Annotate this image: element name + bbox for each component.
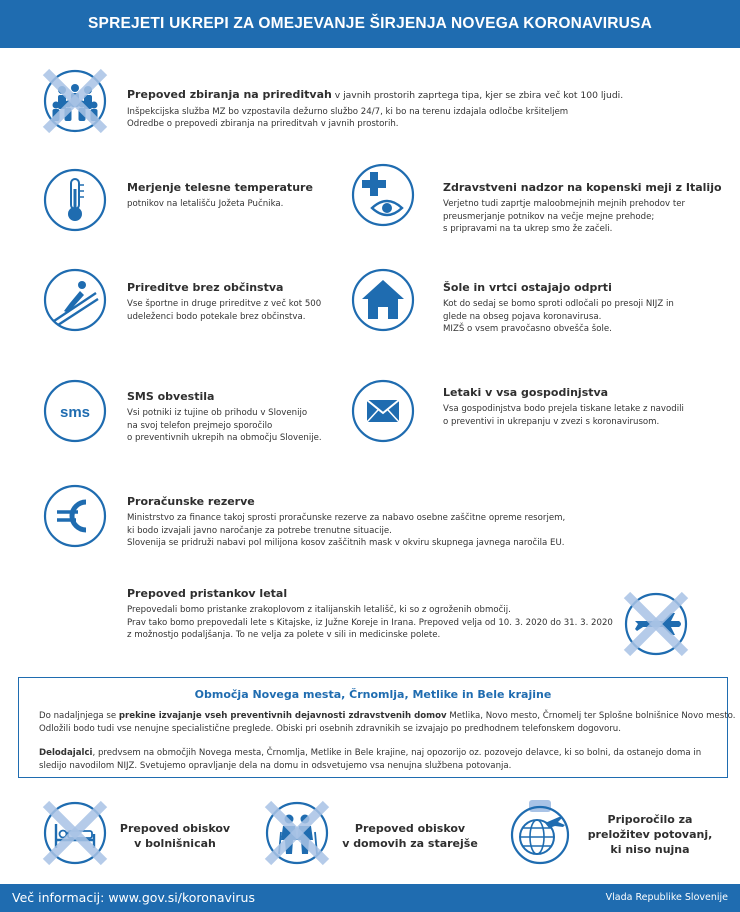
travel-advice-label-line: Priporočilo za <box>607 813 693 826</box>
globe-airplane-icon <box>505 797 575 867</box>
budget-title: Proračunske rezerve <box>127 495 255 508</box>
elderly-homes-label-line: Prepoved obiskov <box>354 822 466 835</box>
no-audience-title: Prireditve brez občinstva <box>127 281 284 294</box>
border-control-line: preusmerjanje potnikov na večje mejne prehode; <box>443 211 655 222</box>
flights-line: Prav tako bomo prepovedali lete s Kitajske, iz Južne Koreje in Irana. Prepoved velja od 10. 3. 2020 do 31. 3. 2020 <box>127 617 613 628</box>
sms-line: o preventivnih ukrepih na območju Slovenije. <box>127 433 322 444</box>
medical-eye-icon <box>350 162 416 228</box>
envelope-icon <box>350 378 416 444</box>
travel-advice-label <box>585 812 715 857</box>
regions-paragraph-1 <box>39 710 735 735</box>
regions-paragraph-2 <box>39 747 701 772</box>
sms-icon <box>42 378 108 444</box>
schools-line: glede na obseg pojava koronavirusa. <box>443 311 602 322</box>
elderly-couple-icon <box>264 800 330 866</box>
no-audience-line: udeleženci bodo potekale brez občinstva. <box>127 311 306 322</box>
budget-block <box>127 495 565 550</box>
temperature-title: Merjenje telesne temperature <box>127 181 313 194</box>
regions-title: Območja Novega mesta, Črnomlja, Metlike in Bele krajine <box>194 688 552 701</box>
hospital-bed-icon <box>42 800 108 866</box>
crowd-icon <box>42 68 108 134</box>
leaflets-line: Vsa gospodinjstva bodo prejela tiskane letake z navodili <box>443 404 684 414</box>
flights-line: Prepovedali bomo pristanke zrakoplovom z italijanskih letališč, ki so z ogroženih območij. <box>127 605 511 615</box>
border-control-block <box>443 181 722 236</box>
events-ban-title-rest: v javnih prostorih zaprtega tipa, kjer se zbira več kot 100 ljudi. <box>331 90 624 101</box>
hospitals-label-line: v bolnišnicah <box>134 837 216 850</box>
house-icon <box>350 267 416 333</box>
temperature-line: potnikov na letališču Jožeta Pučnika. <box>127 199 284 209</box>
flights-title: Prepoved pristankov letal <box>127 587 288 600</box>
airplane-icon <box>623 591 689 657</box>
border-control-title: Zdravstveni nadzor na kopenski meji z Italijo <box>443 181 722 194</box>
regions-p1-b: prekine izvajanje vseh preventivnih dejavnosti zdravstvenih domov <box>118 711 447 721</box>
budget-line: Slovenija se pridruži nabavi pol milijona kosov zaščitnih mask v okviru skupnega javnega naročila EU. <box>127 538 565 549</box>
leaflets-title: Letaki v vsa gospodinjstva <box>443 386 609 399</box>
travel-advice-label-line: preložitev potovanj, <box>587 828 713 841</box>
footer-government-name: Vlada Republike Slovenije <box>605 892 728 903</box>
no-audience-line: Vse športne in druge prireditve z več kot 500 <box>127 299 322 309</box>
schools-title: Šole in vrtci ostajajo odprti <box>443 281 612 294</box>
regions-p2-b: , predvsem na območjih Novega mesta, Črnomlja, Metlike in Bele krajine, naj opozorijo oz. pozovejo delavce, ki so bolni, da ostanejo doma in <box>92 748 702 758</box>
regions-p2-line2: sledijo navodilom NIJZ. Svetujemo opravljanje dela na domu in odsvetujemo vsa nenujna službena potovanja. <box>39 760 512 771</box>
events-ban-title: Prepoved zbiranja na prireditvah <box>127 88 332 101</box>
elderly-homes-label-line: v domovih za starejše <box>342 837 478 850</box>
schools-block <box>443 281 674 336</box>
elderly-homes-label <box>340 821 480 851</box>
temperature-block <box>127 181 313 211</box>
sms-title: SMS obvestila <box>127 390 215 403</box>
border-control-line: s pripravami na ta ukrep smo že začeli. <box>443 224 613 235</box>
sms-icon-text: sms <box>59 404 91 421</box>
page-title: SPREJETI UKREPI ZA OMEJEVANJE ŠIRJENJA NOVEGA KORONAVIRUSA <box>88 15 652 32</box>
events-ban-line: Inšpekcijska služba MZ bo vzpostavila dežurno službo 24/7, ki bo na terenu izdajala odločbe kršiteljem <box>127 106 569 117</box>
regions-box <box>18 677 736 778</box>
schools-line: Kot do sedaj se bomo sproti odločali po presoji NIJZ in <box>443 299 674 309</box>
hospitals-label <box>112 821 238 851</box>
budget-line: Ministrstvo za finance takoj sprosti proračunske rezerve za nabavo osebne zaščitne opreme resorjem, <box>127 513 566 523</box>
leaflets-block <box>443 386 684 428</box>
schools-line: MIZŠ o vsem pravočasno obvešča šole. <box>443 324 612 335</box>
flights-line: z možnostjo podaljšanja. To ne velja za polete v sili in medicinske polete. <box>127 630 441 641</box>
no-audience-block <box>127 281 321 323</box>
regions-p1-a: Do nadaljnjega se <box>39 711 119 721</box>
events-ban-block <box>127 89 623 131</box>
sms-block <box>127 390 322 445</box>
footer-bar <box>0 884 740 912</box>
hospitals-label-line: Prepoved obiskov <box>119 822 231 835</box>
regions-p1-c: Metlika, Novo mesto, Črnomelj ter Splošne bolnišnice Novo mesto. <box>446 711 736 721</box>
footer-info-link[interactable]: Več informacij: www.gov.si/koronavirus <box>12 890 255 905</box>
regions-p1-line2: Odložili bodo tudi vse nenujne specialistične preglede. Obiski pri osebnih zdravnikih se izvajajo po predhodnem telefonskem dogovoru. <box>39 723 621 734</box>
regions-p2-a: Delodajalci <box>39 748 93 758</box>
header-banner <box>0 0 740 48</box>
ski-jumper-icon <box>42 267 108 333</box>
travel-advice-label-line: ki niso nujna <box>610 843 690 856</box>
events-ban-line: Odredbe o prepovedi zbiranja na prireditvah v javnih prostorih. <box>127 119 399 130</box>
leaflets-line: o preventivi in ukrepanju v zvezi s koronavirusom. <box>443 416 660 427</box>
border-control-line: Verjetno tudi zaprtje maloobmejnih mejnih prehodov ter <box>443 199 686 209</box>
budget-line: ki bodo izvajali javno naročanje za potrebe trenutne situacije. <box>127 525 392 536</box>
sms-line: Vsi potniki iz tujine ob prihodu v Slovenijo <box>127 408 308 418</box>
flights-block <box>127 587 613 642</box>
sms-line: na svoj telefon prejmejo sporočilo <box>127 420 273 431</box>
euro-icon <box>42 483 108 549</box>
thermometer-icon <box>42 167 108 233</box>
